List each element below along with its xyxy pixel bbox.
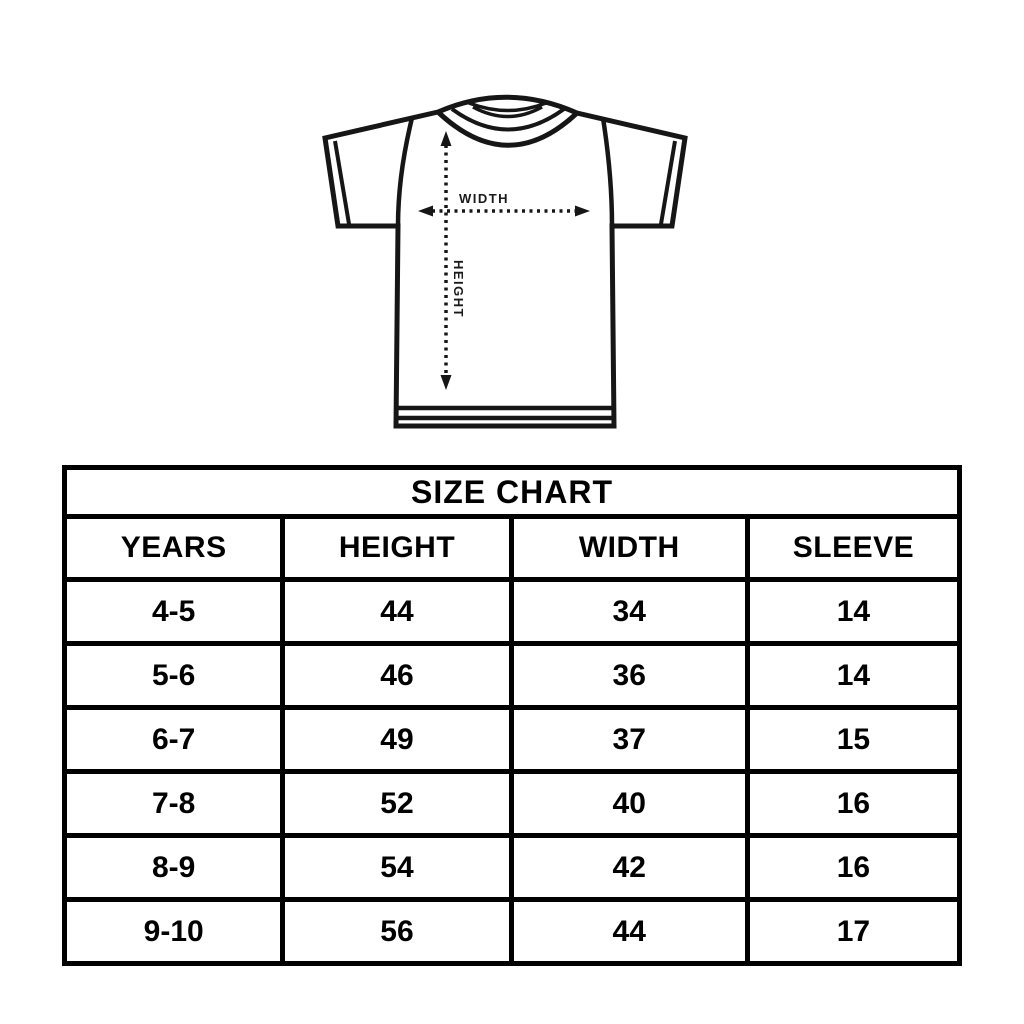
table-row <box>65 900 960 964</box>
table-cell: 40 <box>511 772 747 836</box>
size-chart-table <box>62 465 962 966</box>
table-row <box>65 580 960 644</box>
table-cell: 46 <box>283 644 511 708</box>
column-header-sleeve: SLEEVE <box>747 517 959 580</box>
table-cell: 6-7 <box>65 708 283 772</box>
table-row <box>65 644 960 708</box>
table-cell: 14 <box>747 580 959 644</box>
table-cell: 5-6 <box>65 644 283 708</box>
column-header-width: WIDTH <box>511 517 747 580</box>
size-chart <box>62 465 962 966</box>
column-header-height: HEIGHT <box>283 517 511 580</box>
table-cell: 54 <box>283 836 511 900</box>
table-cell: 17 <box>747 900 959 964</box>
tshirt-outline-icon <box>325 97 685 426</box>
table-cell: 14 <box>747 644 959 708</box>
table-cell: 15 <box>747 708 959 772</box>
table-cell: 56 <box>283 900 511 964</box>
width-arrow-label: WIDTH <box>458 191 510 206</box>
table-cell: 44 <box>283 580 511 644</box>
size-chart-rows <box>65 580 960 964</box>
table-row <box>65 836 960 900</box>
size-chart-title: SIZE CHART <box>65 468 960 517</box>
table-cell: 16 <box>747 836 959 900</box>
height-arrow-label: HEIGHT <box>451 259 466 319</box>
table-cell: 49 <box>283 708 511 772</box>
column-header-years: YEARS <box>65 517 283 580</box>
table-cell: 4-5 <box>65 580 283 644</box>
table-cell: 52 <box>283 772 511 836</box>
table-cell: 37 <box>511 708 747 772</box>
table-cell: 16 <box>747 772 959 836</box>
table-cell: 7-8 <box>65 772 283 836</box>
table-cell: 9-10 <box>65 900 283 964</box>
table-cell: 42 <box>511 836 747 900</box>
table-cell: 34 <box>511 580 747 644</box>
table-cell: 8-9 <box>65 836 283 900</box>
title-row <box>65 468 960 517</box>
table-cell: 36 <box>511 644 747 708</box>
table-cell: 44 <box>511 900 747 964</box>
table-row <box>65 772 960 836</box>
table-row <box>65 708 960 772</box>
column-header-row <box>65 517 960 580</box>
tshirt-measurement-diagram <box>300 78 710 440</box>
